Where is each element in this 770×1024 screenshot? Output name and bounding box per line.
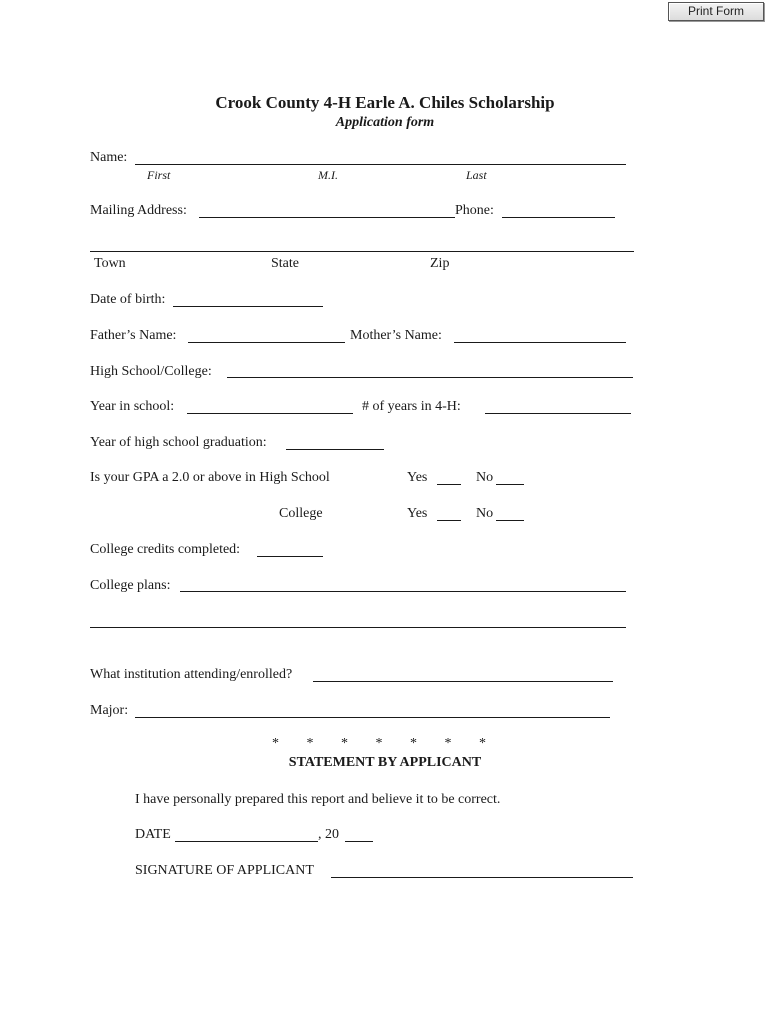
mother-name-label: Mother’s Name: <box>350 328 442 343</box>
school-field[interactable] <box>227 377 633 378</box>
form-title: Crook County 4-H Earle A. Chiles Scholarship <box>215 93 555 112</box>
college-gpa-yes-field[interactable] <box>437 520 461 521</box>
hs-gpa-yes-field[interactable] <box>437 484 461 485</box>
year-in-school-label: Year in school: <box>90 399 175 414</box>
name-field[interactable] <box>135 164 626 165</box>
mailing-address-label: Mailing Address: <box>90 203 187 218</box>
institution-field[interactable] <box>313 681 613 682</box>
father-name-field[interactable] <box>188 342 345 343</box>
college-gpa-no-field[interactable] <box>496 520 524 521</box>
name-label: Name: <box>90 150 128 165</box>
years-4h-field[interactable] <box>485 413 631 414</box>
middle-initial-caption: M.I. <box>318 168 338 182</box>
college-plans-field-2[interactable] <box>90 627 626 628</box>
mailing-address-field[interactable] <box>199 217 455 218</box>
hs-gpa-no-label: No <box>476 470 494 485</box>
phone-field[interactable] <box>502 217 615 218</box>
date-label: DATE <box>135 827 171 842</box>
college-plans-field[interactable] <box>180 591 626 592</box>
statement-text: I have personally prepared this report and believe it to be correct. <box>135 792 501 807</box>
print-form-button[interactable]: Print Form <box>668 2 764 21</box>
first-name-caption: First <box>147 168 171 182</box>
separator-stars: * * * * * * * <box>272 736 498 751</box>
hs-gpa-no-field[interactable] <box>496 484 524 485</box>
year-prefix-label: , 20 <box>318 827 339 842</box>
school-label: High School/College: <box>90 364 212 379</box>
father-name-label: Father’s Name: <box>90 328 177 343</box>
statement-title: STATEMENT BY APPLICANT <box>288 755 482 770</box>
address-line-2-field[interactable] <box>90 251 634 252</box>
college-gpa-label: College <box>279 506 323 521</box>
gpa-question-label: Is your GPA a 2.0 or above in High School <box>90 470 330 485</box>
years-4h-label: # of years in 4-H: <box>362 399 461 414</box>
college-plans-label: College plans: <box>90 578 171 593</box>
form-subtitle: Application form <box>335 115 435 130</box>
dob-label: Date of birth: <box>90 292 166 307</box>
state-caption: State <box>271 256 299 271</box>
zip-caption: Zip <box>430 256 450 271</box>
college-gpa-no-label: No <box>476 506 494 521</box>
signature-field[interactable] <box>331 877 633 878</box>
mother-name-field[interactable] <box>454 342 626 343</box>
phone-label: Phone: <box>455 203 494 218</box>
graduation-year-label: Year of high school graduation: <box>90 435 267 450</box>
college-gpa-yes-label: Yes <box>407 506 428 521</box>
hs-gpa-yes-label: Yes <box>407 470 428 485</box>
year-in-school-field[interactable] <box>187 413 353 414</box>
major-label: Major: <box>90 703 129 718</box>
town-caption: Town <box>94 256 126 271</box>
date-field[interactable] <box>175 841 318 842</box>
signature-label: SIGNATURE OF APPLICANT <box>135 863 314 878</box>
institution-label: What institution attending/enrolled? <box>90 667 293 682</box>
graduation-year-field[interactable] <box>286 449 384 450</box>
college-credits-field[interactable] <box>257 556 323 557</box>
year-field[interactable] <box>345 841 373 842</box>
dob-field[interactable] <box>173 306 323 307</box>
college-credits-label: College credits completed: <box>90 542 241 557</box>
major-field[interactable] <box>135 717 610 718</box>
last-name-caption: Last <box>466 168 487 182</box>
